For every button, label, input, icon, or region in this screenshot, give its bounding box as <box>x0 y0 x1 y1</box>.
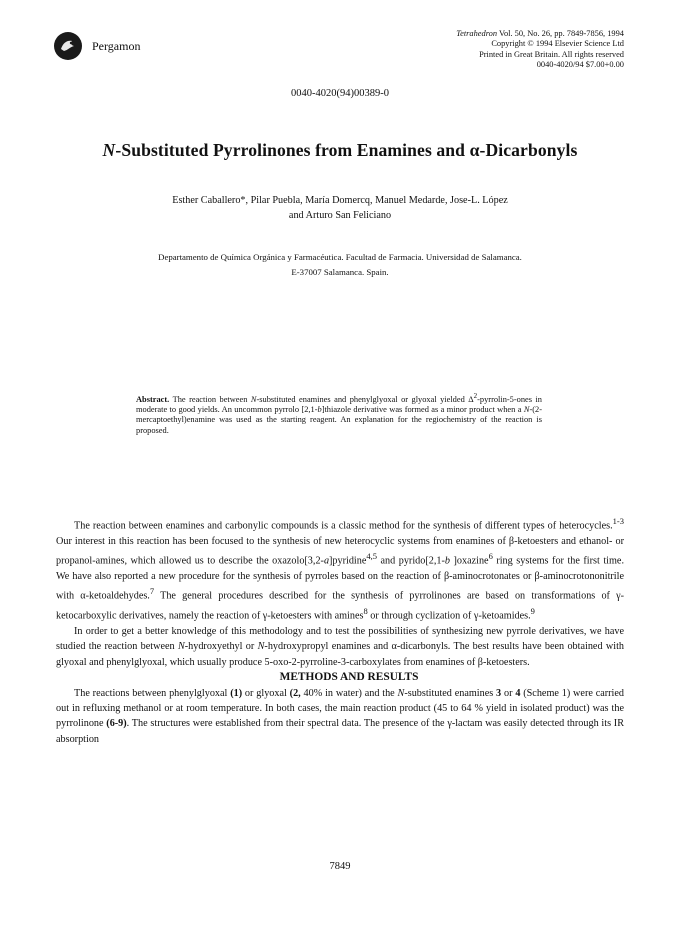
text-run: The reaction between enamines and carbonylic compounds is a classic method for the synthesis of different types of heterocycles. <box>74 520 613 532</box>
citation-ref: 4,5 <box>366 551 377 562</box>
citation-ref: 8 <box>363 606 368 617</box>
authors-line-2: and Arturo San Feliciano <box>288 210 392 221</box>
journal-name: Tetrahedron <box>456 29 498 38</box>
affiliation-line-2: E-37007 Salamanca. Spain. <box>291 267 389 277</box>
journal-info <box>456 29 624 71</box>
abstract-text: -substituted enamines and phenylglyoxal or glyoxal yielded Δ <box>256 394 474 404</box>
italic-run: N <box>257 641 265 653</box>
italic-run: b <box>444 555 450 567</box>
abstract-italic: N <box>250 394 257 404</box>
compound-ref: 4 <box>515 687 521 699</box>
text-run: 40% in water) and the <box>300 687 398 699</box>
body-text <box>56 514 624 747</box>
text-run: The reactions between phenylglyoxal <box>74 687 231 699</box>
compound-ref: (1) <box>230 687 243 699</box>
printed-line: Printed in Great Britain. All rights reserved <box>479 49 624 59</box>
abstract-text: -(2-mercaptoethyl)enamine was used as the starting reagent. An explanation for the regiochemistry of the reaction is proposed. <box>136 405 542 435</box>
pergamon-logo <box>54 32 82 60</box>
text-run: ring systems for the first time. We have also reported a new procedure for the synthesis of pyrroles based on the reaction of β-aminocrotonates or β-aminocrotononitrile with α-ketoaldehydes. <box>56 555 624 602</box>
text-run: . The structures were established from their spectral data. The presence of the γ-lactam was easily detected through its IR absorption <box>56 718 624 745</box>
text-run: (Scheme 1) were carried out in refluxing methanol or at room temperature. In both cases, the main reaction product (45 to 64 % yield in isolated product) was the pyrrolinone <box>56 687 624 730</box>
citation-ref: 9 <box>530 606 535 617</box>
article-title <box>0 140 680 161</box>
text-run: ]pyridine <box>329 555 367 567</box>
author-list <box>0 193 680 223</box>
compound-ref: 3 <box>496 687 502 699</box>
section-heading: METHODS AND RESULTS <box>279 671 419 684</box>
price-line: 0040-4020/94 $7.00+0.00 <box>536 60 624 70</box>
paragraph-1 <box>56 514 624 624</box>
italic-run: N <box>177 641 185 653</box>
affiliation <box>0 250 680 280</box>
text-run: The general procedures described for the synthesis of pyrrolinones are based on transformations of γ-ketocarboxylic derivatives, namely the reaction of γ-ketoesters with amines <box>56 590 625 622</box>
journal-citation <box>456 29 624 39</box>
text-run: or through cyclization of γ-ketoamides. <box>367 610 531 622</box>
abstract-italic: N <box>523 405 530 415</box>
italic-run: a <box>323 555 330 567</box>
text-run: -substituted enamines <box>404 687 497 699</box>
compound-ref: (2, <box>289 687 301 699</box>
citation: Vol. 50, No. 26, pp. 7849-7856, 1994 <box>498 29 624 38</box>
copyright-line: Copyright © 1994 Elsevier Science Ltd <box>491 39 624 49</box>
affiliation-line-1: Departamento de Química Orgánica y Farmacéutica. Facultad de Farmacia. Universidad de Salamanca. <box>158 252 522 262</box>
italic-run: N <box>397 687 405 699</box>
title-italic-n: N <box>102 140 116 160</box>
compound-ref: (6-9) <box>106 718 127 730</box>
publisher-name: Pergamon <box>92 38 141 53</box>
text-run: ]oxazine <box>449 555 489 567</box>
paragraph-3 <box>56 686 624 748</box>
abstract-italic: b <box>317 405 322 415</box>
citation-ref: 7 <box>149 586 155 597</box>
article-code: 0040-4020(94)00389-0 <box>291 88 389 99</box>
title-text: -Substituted Pyrrolinones from Enamines and α-Dicarbonyls <box>115 140 578 160</box>
page-number: 7849 <box>329 861 351 872</box>
citation-ref: 6 <box>488 551 493 562</box>
abstract <box>136 391 542 436</box>
text-run: -hydroxyethyl or <box>184 641 258 653</box>
text-run: or <box>501 687 516 699</box>
publisher-block <box>54 32 140 60</box>
text-run: Our interest in this reaction has been focused to the synthesis of new heterocyclic systems from enamines of β-ketoesters and ethanol- or propanol-amines, which allowed us to describe the oxazolo[3,2- <box>56 535 624 567</box>
paragraph-2 <box>56 624 624 670</box>
citation-ref: 1-3 <box>612 516 624 526</box>
authors-line-1: Esther Caballero*, Pilar Puebla, María Domercq, Manuel Medarde, Jose-L. López <box>172 195 508 206</box>
text-run: In order to get a better knowledge of this methodology and to test the possibilities of synthesizing new pyrrole derivatives, we have studied the reaction between <box>56 626 624 653</box>
abstract-text: The reaction between <box>169 394 251 404</box>
text-run: or glyoxal <box>242 687 290 699</box>
abstract-text: -pyrrolin-5-ones in moderate to good yields. An uncommon pyrrolo [2,1- <box>136 394 542 415</box>
abstract-superscript: 2 <box>473 392 478 400</box>
abstract-text: ]thiazole derivative was formed as a minor product when a <box>321 405 524 415</box>
abstract-label: Abstract. <box>136 394 170 404</box>
text-run: and pyrido[2,1- <box>377 555 445 567</box>
text-run: -hydroxypropyl enamines and α-dicarbonyls. The best results have been obtained with glyoxal and phenylglyoxal, which usually produce 5-oxo-2-pyrroline-3-carboxylates from enamines of β-ketoesters. <box>56 641 624 668</box>
